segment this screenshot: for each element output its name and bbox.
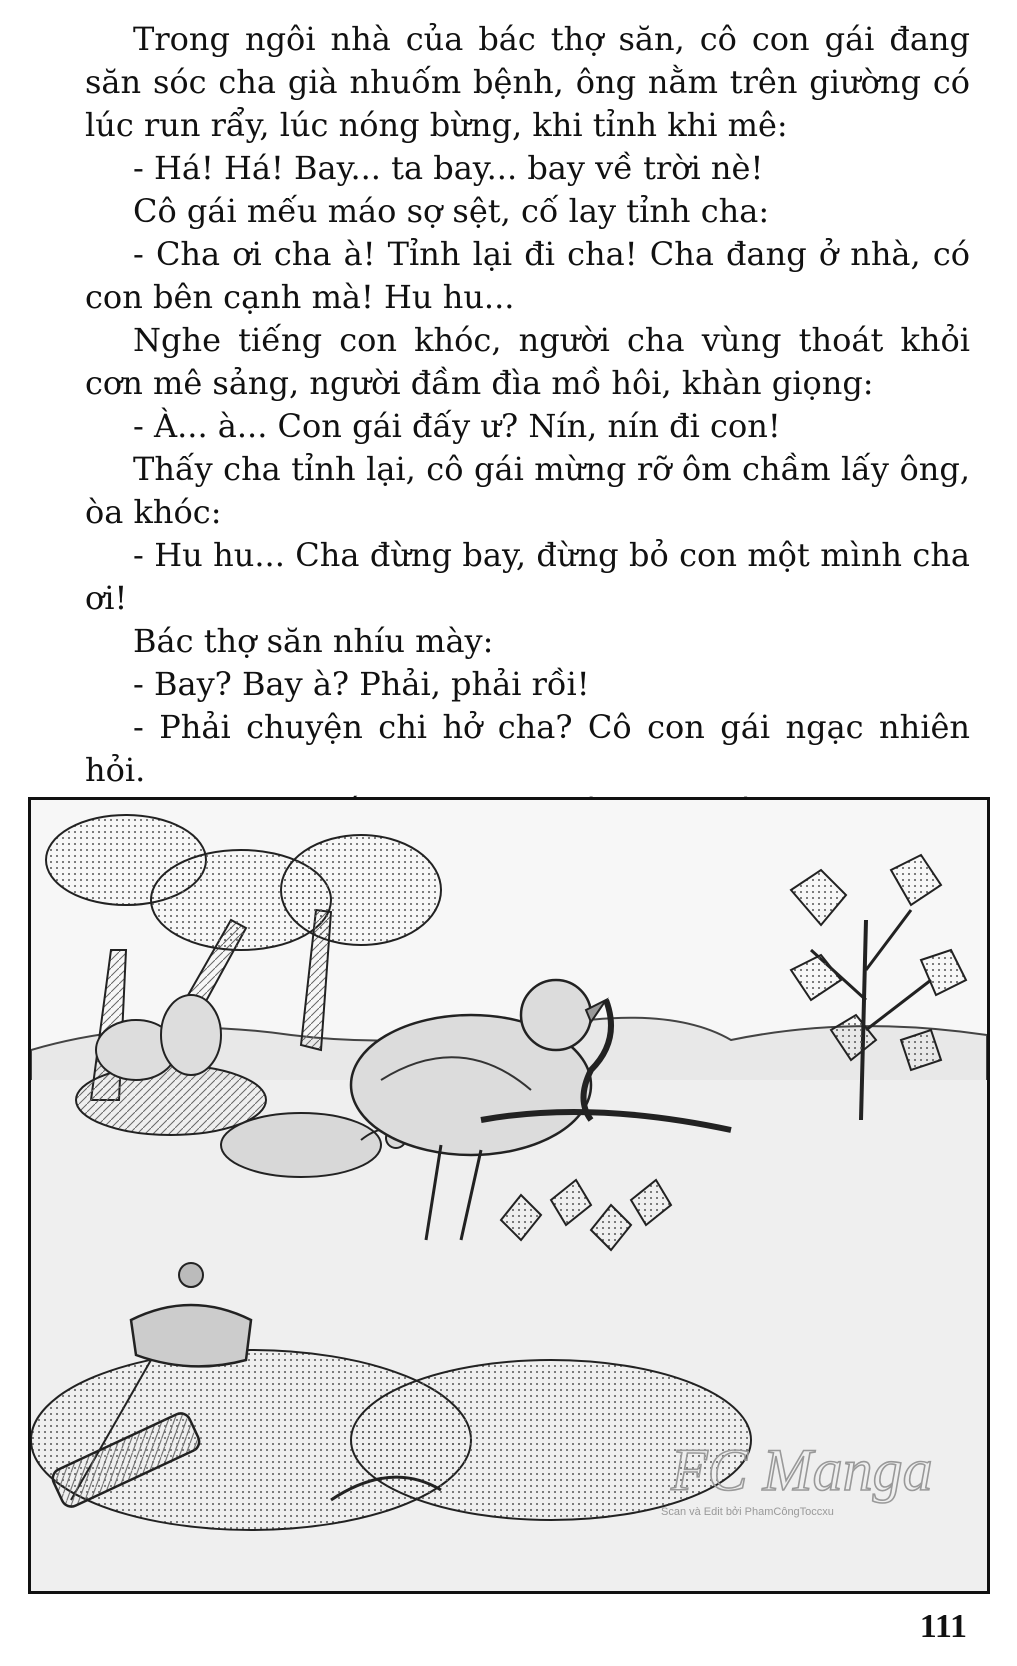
page-number: 111: [919, 1608, 967, 1645]
story-text: [85, 18, 970, 878]
paragraph: - Bay? Bay à? Phải, phải rồi!: [133, 665, 590, 703]
paragraph: - Cha ơi cha à! Tỉnh lại đi cha! Cha đang ở nhà, có con bên cạnh mà! Hu hu...: [85, 235, 970, 316]
paragraph: - Phải chuyện chi hở cha? Cô con gái ngạc nhiên hỏi.: [85, 708, 970, 789]
illustration-drawing: [31, 800, 987, 1591]
paragraph: Trong ngôi nhà của bác thợ săn, cô con gái đang săn sóc cha già nhuốm bệnh, ông nằm trên giường có lúc run rẩy, lúc nóng bừng, khi tỉnh khi mê:: [85, 20, 970, 144]
paragraph: Nghe tiếng con khóc, người cha vùng thoát khỏi cơn mê sảng, người đầm đìa mồ hôi, khàn giọng:: [85, 321, 970, 402]
paragraph: Cô gái mếu máo sợ sệt, cố lay tỉnh cha:: [133, 192, 770, 230]
paragraph: Thấy cha tỉnh lại, cô gái mừng rỡ ôm chầm lấy ông, òa khóc:: [85, 450, 970, 531]
paragraph: Bác thợ săn nhíu mày:: [133, 622, 494, 660]
paragraph: - Hu hu... Cha đừng bay, đừng bỏ con một mình cha ơi!: [85, 536, 970, 617]
illustration-panel: [28, 797, 990, 1594]
paragraph: - Há! Há! Bay... ta bay... bay về trời nè!: [133, 149, 764, 187]
paragraph: - À... à... Con gái đấy ư? Nín, nín đi con!: [133, 407, 781, 445]
watermark-credit: Scan và Edit bởi PhamCôngToccxu: [661, 1506, 834, 1518]
watermark-logo: FC Manga: [671, 1437, 933, 1503]
